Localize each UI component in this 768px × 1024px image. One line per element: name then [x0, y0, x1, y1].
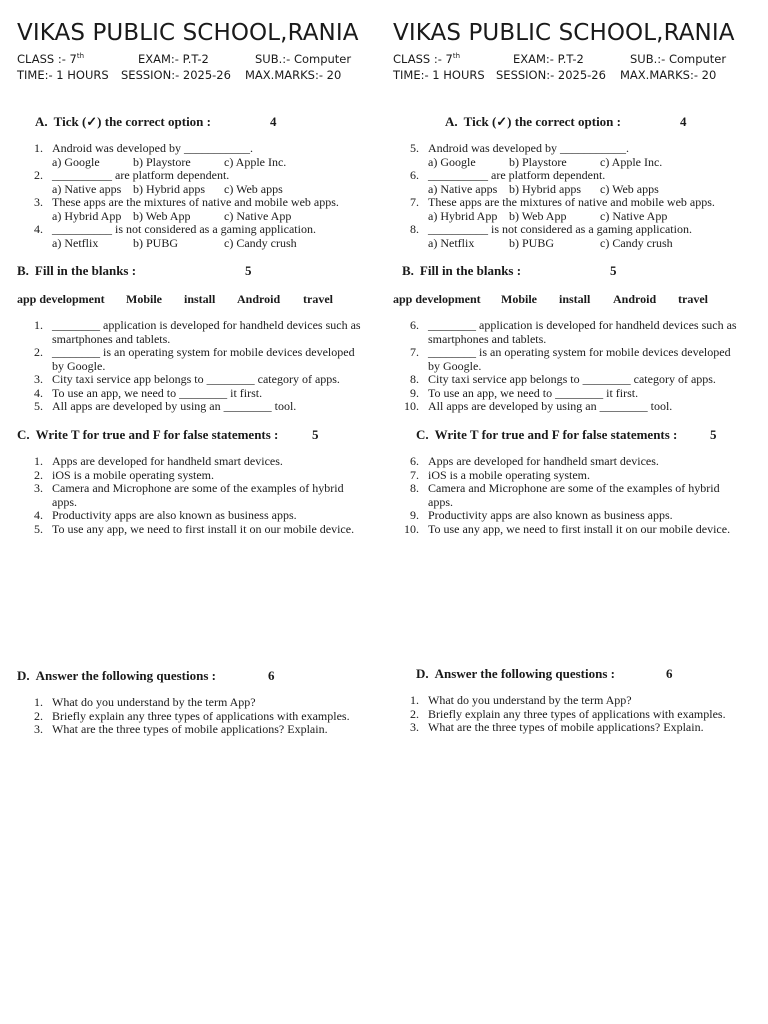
- question-text: smartphones and tablets.: [52, 331, 171, 346]
- section-c-title: [416, 427, 677, 443]
- question-text: __________ are platform dependent.: [52, 168, 230, 182]
- question-item: [393, 694, 726, 708]
- answer-option: a) Google: [52, 154, 100, 169]
- question-text: All apps are developed by using an ________ tool.: [428, 399, 673, 413]
- section-b-questions: [393, 319, 737, 414]
- question-number: 3.: [34, 372, 43, 386]
- question-number: 7.: [410, 195, 419, 209]
- question-number: 9.: [410, 508, 419, 522]
- section-heading: Tick (✓) the correct option :: [463, 114, 621, 129]
- answer-option: a) Netflix: [428, 235, 475, 250]
- question-text: What are the three types of mobile applications? Explain.: [428, 720, 704, 734]
- question-number: 3.: [34, 722, 43, 736]
- word-bank-item: travel: [303, 292, 333, 306]
- question-options: [52, 183, 339, 197]
- question-number: 1.: [410, 693, 419, 707]
- section-c-questions: [17, 455, 354, 536]
- question-item: [393, 455, 730, 469]
- section-d-questions: [17, 696, 350, 737]
- section-a-marks: 4: [270, 114, 277, 129]
- question-options: [52, 156, 339, 170]
- question-item: [393, 223, 715, 250]
- section-a-questions: [17, 142, 339, 250]
- section-b-title: [17, 263, 136, 279]
- time-info: TIME:- 1 HOURS: [393, 68, 485, 82]
- question-paper-right: [384, 0, 759, 1024]
- question-number: 6.: [410, 318, 419, 332]
- question-text: Briefly explain any three types of applications with examples.: [52, 708, 350, 723]
- question-item: [17, 169, 339, 196]
- question-number: 7.: [410, 467, 419, 482]
- question-number: 4.: [34, 385, 43, 400]
- answer-option: a) Native apps: [428, 181, 498, 196]
- question-number: 9.: [410, 385, 419, 400]
- question-text: To use an app, we need to ________ it first.: [428, 385, 639, 400]
- section-b-marks: 5: [610, 263, 617, 278]
- question-text: ________ application is developed for handheld devices such as: [52, 318, 361, 332]
- section-a-marks: 4: [680, 114, 687, 129]
- question-item: [393, 400, 737, 414]
- section-a-title: [35, 114, 211, 130]
- answer-option: b) Playstore: [509, 154, 567, 169]
- section-c-marks: 5: [312, 427, 319, 442]
- section-b-questions: [17, 319, 361, 414]
- max-marks-info: MAX.MARKS:- 20: [620, 68, 717, 82]
- question-text: Productivity apps are also known as business apps.: [428, 508, 673, 522]
- question-number: 1.: [34, 454, 43, 468]
- question-text: __________ is not considered as a gaming application.: [52, 222, 316, 236]
- question-item: [17, 455, 354, 469]
- question-item: [17, 710, 350, 724]
- question-text: Camera and Microphone are some of the examples of hybrid: [52, 481, 344, 495]
- answer-option: c) Apple Inc.: [224, 154, 287, 169]
- section-letter: A.: [445, 114, 458, 129]
- section-letter: C.: [416, 427, 429, 442]
- question-number: 5.: [34, 521, 43, 536]
- word-bank-item: Android: [613, 292, 657, 306]
- question-item: [17, 509, 354, 523]
- answer-option: a) Native apps: [52, 181, 122, 196]
- word-bank-item: Mobile: [126, 292, 162, 306]
- answer-option: b) PUBG: [509, 235, 555, 250]
- class-label: CLASS :- 7: [393, 52, 453, 66]
- section-d-title: [17, 668, 216, 684]
- question-item: [393, 346, 737, 373]
- question-text: iOS is a mobile operating system.: [52, 467, 214, 482]
- class-label: CLASS :- 7: [17, 52, 77, 66]
- answer-option: a) Hybrid App: [52, 208, 122, 223]
- question-options: [52, 210, 339, 224]
- question-text: What do you understand by the term App?: [52, 695, 256, 709]
- answer-option: c) Web apps: [224, 181, 283, 196]
- question-text: __________ are platform dependent.: [428, 168, 606, 182]
- question-number: 4.: [34, 222, 43, 236]
- question-item: [17, 482, 354, 509]
- question-item: [393, 509, 730, 523]
- question-text: by Google.: [52, 358, 106, 373]
- question-number: 8.: [410, 372, 419, 386]
- question-number: 5.: [34, 399, 43, 413]
- question-item: [393, 469, 730, 483]
- section-d-marks: 6: [666, 666, 673, 681]
- question-text: To use any app, we need to first install it on our mobile device.: [428, 521, 731, 536]
- section-d-questions: [393, 694, 726, 735]
- question-number: 2.: [34, 168, 43, 182]
- question-text: What do you understand by the term App?: [428, 693, 632, 707]
- session-info: SESSION:- 2025-26: [496, 68, 606, 82]
- question-text: What are the three types of mobile applications? Explain.: [52, 722, 328, 736]
- word-bank-item: install: [559, 292, 591, 306]
- section-a-title: [445, 114, 621, 130]
- question-options: [428, 156, 715, 170]
- question-item: [393, 721, 726, 735]
- question-options: [52, 237, 339, 251]
- question-item: [393, 523, 730, 537]
- question-number: 8.: [410, 481, 419, 495]
- question-item: [393, 319, 737, 346]
- class-superscript: th: [76, 52, 85, 61]
- question-text: To use any app, we need to first install it on our mobile device.: [52, 521, 355, 536]
- question-text: City taxi service app belongs to ________ category of apps.: [52, 372, 340, 386]
- answer-option: c) Native App: [600, 208, 668, 223]
- section-letter: B.: [17, 263, 29, 278]
- section-heading: Answer the following questions :: [434, 666, 615, 681]
- class-info: [393, 52, 460, 66]
- section-heading: Answer the following questions :: [35, 668, 216, 683]
- exam-info: EXAM:- P.T-2: [513, 52, 584, 66]
- max-marks-info: MAX.MARKS:- 20: [245, 68, 342, 82]
- question-item: [17, 319, 361, 346]
- question-number: 4.: [34, 508, 43, 522]
- question-number: 1.: [34, 318, 43, 332]
- question-text: Apps are developed for handheld smart devices.: [52, 454, 283, 468]
- school-name: VIKAS PUBLIC SCHOOL,RANIA: [393, 20, 735, 46]
- question-options: [428, 183, 715, 197]
- answer-option: a) Netflix: [52, 235, 99, 250]
- time-info: TIME:- 1 HOURS: [17, 68, 109, 82]
- class-superscript: th: [452, 52, 461, 61]
- question-item: [393, 482, 730, 509]
- section-letter: B.: [402, 263, 414, 278]
- answer-option: b) Hybrid apps: [509, 181, 581, 196]
- question-item: [17, 469, 354, 483]
- question-options: [428, 237, 715, 251]
- answer-option: c) Apple Inc.: [600, 154, 663, 169]
- question-item: [393, 169, 715, 196]
- question-number: 3.: [34, 481, 43, 495]
- word-bank-item: Android: [237, 292, 281, 306]
- question-item: [17, 400, 361, 414]
- question-text: by Google.: [428, 358, 482, 373]
- class-info: [17, 52, 84, 66]
- question-number: 1.: [34, 695, 43, 709]
- answer-option: c) Native App: [224, 208, 292, 223]
- section-a-questions: [393, 142, 715, 250]
- question-text: ________ is an operating system for mobile devices developed: [52, 345, 355, 359]
- section-c-title: [17, 427, 278, 443]
- question-number: 7.: [410, 345, 419, 359]
- section-letter: A.: [35, 114, 48, 129]
- section-letter: D.: [416, 666, 429, 681]
- question-number: 2.: [410, 706, 419, 721]
- question-item: [393, 387, 737, 401]
- question-number: 6.: [410, 454, 419, 468]
- answer-option: c) Web apps: [600, 181, 659, 196]
- question-item: [17, 523, 354, 537]
- question-text: Apps are developed for handheld smart devices.: [428, 454, 659, 468]
- section-heading: Fill in the blanks :: [419, 263, 522, 278]
- answer-option: b) Hybrid apps: [133, 181, 205, 196]
- question-text: ________ application is developed for handheld devices such as: [428, 318, 737, 332]
- question-item: [17, 387, 361, 401]
- question-item: [17, 223, 339, 250]
- question-number: 10.: [404, 521, 419, 536]
- question-item: [17, 723, 350, 737]
- section-d-title: [416, 666, 615, 682]
- question-paper-left: [0, 0, 375, 1024]
- question-text: These apps are the mixtures of native and mobile web apps.: [52, 195, 339, 209]
- answer-option: c) Candy crush: [224, 235, 297, 250]
- question-text: ________ is an operating system for mobile devices developed: [428, 345, 731, 359]
- answer-option: a) Hybrid App: [428, 208, 498, 223]
- question-text: Android was developed by ___________.: [428, 141, 629, 155]
- section-b-marks: 5: [245, 263, 252, 278]
- question-text: iOS is a mobile operating system.: [428, 467, 590, 482]
- section-b-title: [402, 263, 521, 279]
- question-text: apps.: [52, 494, 77, 509]
- question-number: 6.: [410, 168, 419, 182]
- word-bank-item: Mobile: [501, 292, 537, 306]
- answer-option: b) Web App: [509, 208, 567, 223]
- question-item: [17, 346, 361, 373]
- question-text: Camera and Microphone are some of the examples of hybrid: [428, 481, 720, 495]
- section-c-marks: 5: [710, 427, 717, 442]
- question-item: [17, 373, 361, 387]
- question-number: 2.: [34, 345, 43, 359]
- section-heading: Write T for true and F for false statements :: [35, 427, 279, 442]
- section-letter: C.: [17, 427, 30, 442]
- section-heading: Write T for true and F for false statements :: [434, 427, 678, 442]
- answer-option: b) PUBG: [133, 235, 179, 250]
- question-number: 2.: [34, 708, 43, 723]
- section-heading: Fill in the blanks :: [34, 263, 137, 278]
- question-text: smartphones and tablets.: [428, 331, 547, 346]
- question-item: [393, 708, 726, 722]
- question-item: [393, 142, 715, 169]
- question-number: 8.: [410, 222, 419, 236]
- question-text: apps.: [428, 494, 453, 509]
- answer-option: b) Playstore: [133, 154, 191, 169]
- question-options: [428, 210, 715, 224]
- question-text: City taxi service app belongs to ________ category of apps.: [428, 372, 716, 386]
- school-name: VIKAS PUBLIC SCHOOL,RANIA: [17, 20, 359, 46]
- question-number: 3.: [34, 195, 43, 209]
- question-text: These apps are the mixtures of native and mobile web apps.: [428, 195, 715, 209]
- question-text: __________ is not considered as a gaming application.: [428, 222, 692, 236]
- section-c-questions: [393, 455, 730, 536]
- session-info: SESSION:- 2025-26: [121, 68, 231, 82]
- exam-info: EXAM:- P.T-2: [138, 52, 209, 66]
- question-item: [17, 696, 350, 710]
- question-item: [17, 142, 339, 169]
- question-item: [17, 196, 339, 223]
- question-item: [393, 196, 715, 223]
- question-number: 10.: [404, 399, 419, 413]
- word-bank-item: app development: [393, 292, 481, 306]
- question-text: Briefly explain any three types of applications with examples.: [428, 706, 726, 721]
- section-d-marks: 6: [268, 668, 275, 683]
- question-text: To use an app, we need to ________ it first.: [52, 385, 263, 400]
- question-item: [393, 373, 737, 387]
- word-bank-item: travel: [678, 292, 708, 306]
- answer-option: b) Web App: [133, 208, 191, 223]
- section-heading: Tick (✓) the correct option :: [53, 114, 211, 129]
- question-number: 5.: [410, 141, 419, 155]
- question-number: 2.: [34, 467, 43, 482]
- answer-option: a) Google: [428, 154, 476, 169]
- question-text: Android was developed by ___________.: [52, 141, 253, 155]
- word-bank-item: install: [184, 292, 216, 306]
- subject-info: SUB.:- Computer: [630, 52, 727, 66]
- question-text: All apps are developed by using an ________ tool.: [52, 399, 297, 413]
- question-number: 3.: [410, 720, 419, 734]
- answer-option: c) Candy crush: [600, 235, 673, 250]
- subject-info: SUB.:- Computer: [255, 52, 352, 66]
- section-letter: D.: [17, 668, 30, 683]
- word-bank-item: app development: [17, 292, 105, 306]
- question-number: 1.: [34, 141, 43, 155]
- question-text: Productivity apps are also known as business apps.: [52, 508, 297, 522]
